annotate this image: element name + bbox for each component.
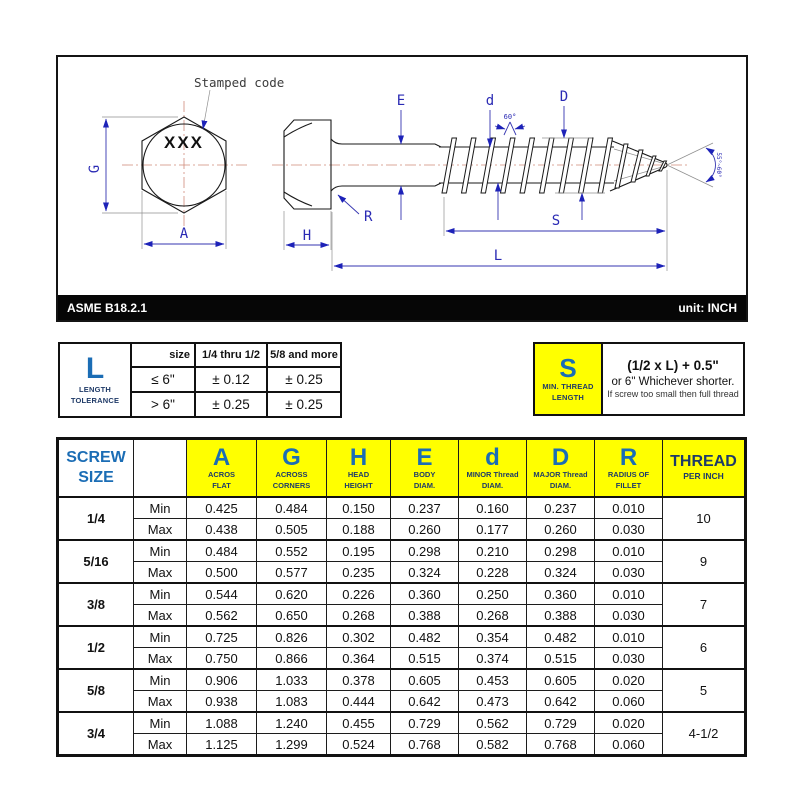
symbol-L-label-2: TOLERANCE [70, 396, 120, 405]
thread-header-line-2: PER INCH [683, 471, 724, 482]
spec-value-min: 0.482 [391, 626, 459, 648]
min-thread-length-box [533, 342, 745, 416]
threads-per-inch-value: 5 [663, 669, 746, 712]
symbol-L: L [85, 351, 105, 385]
spec-value-max: 0.177 [459, 519, 527, 541]
spec-value-max: 0.324 [391, 562, 459, 584]
header-letter: d [485, 444, 500, 472]
threads-per-inch-value: 9 [663, 540, 746, 583]
spec-value-min: 0.020 [595, 712, 663, 734]
dimension-E [397, 93, 405, 220]
tolerance-header-small-range: 1/4 thru 1/2 [195, 343, 267, 367]
tolerance-value: ± 0.25 [267, 392, 341, 417]
header-desc: CORNERS [272, 480, 311, 490]
tolerance-row-size: > 6" [131, 392, 195, 417]
spec-value-min: 0.302 [327, 626, 391, 648]
header-letter: G [282, 444, 301, 472]
symbol-S: S [559, 352, 577, 383]
screw-size-label: 3/8 [58, 583, 134, 626]
min-label: Min [134, 626, 187, 648]
spec-value-max: 0.768 [391, 734, 459, 756]
spec-value-min: 0.826 [257, 626, 327, 648]
spec-value-min: 0.020 [595, 669, 663, 691]
dim-label-H: H [302, 228, 312, 244]
spec-value-min: 0.160 [459, 497, 527, 519]
corner-line-2: SIZE [78, 469, 114, 486]
spec-value-min: 0.562 [459, 712, 527, 734]
spec-value-max: 0.515 [391, 648, 459, 670]
header-desc: ACROSS [275, 470, 308, 480]
min-thread-length-symbol-cell [535, 344, 603, 414]
tolerance-value: ± 0.12 [195, 367, 267, 392]
min-thread-length-info [603, 344, 743, 414]
callout-R [338, 195, 373, 225]
symbol-S-label-2: LENGTH [551, 393, 585, 402]
column-header-d-minor [459, 439, 527, 498]
spec-value-min: 0.010 [595, 626, 663, 648]
max-label: Max [134, 519, 187, 541]
spec-value-max: 1.125 [187, 734, 257, 756]
threads-per-inch-value: 4-1/2 [663, 712, 746, 756]
dim-label-S: S [551, 213, 561, 229]
spec-value-max: 0.438 [187, 519, 257, 541]
spec-value-max: 0.768 [527, 734, 595, 756]
screw-spec-table [56, 437, 747, 757]
column-header-E [391, 439, 459, 498]
column-header-thread-per-inch [663, 439, 746, 498]
symbol-S-label-1: MIN. THREAD [542, 381, 594, 391]
spec-value-min: 0.453 [459, 669, 527, 691]
spec-value-min: 0.906 [187, 669, 257, 691]
spec-value-min: 0.010 [595, 583, 663, 605]
tolerance-row-size: ≤ 6" [131, 367, 195, 392]
spec-value-max: 0.562 [187, 605, 257, 627]
column-header-D-major [527, 439, 595, 498]
spec-value-min: 0.010 [595, 497, 663, 519]
min-label: Min [134, 669, 187, 691]
header-desc: HEAD [347, 470, 370, 480]
min-label: Min [134, 497, 187, 519]
stamped-code-leader-line [203, 90, 210, 129]
column-header-R [595, 439, 663, 498]
header-desc: RADIUS OF [607, 470, 650, 480]
spec-value-max: 0.524 [327, 734, 391, 756]
dim-label-L: L [493, 248, 503, 264]
dim-label-d-minor: d [485, 93, 495, 109]
stamped-code-text: XXX [163, 133, 205, 152]
spec-value-max: 0.642 [391, 691, 459, 713]
spec-value-min: 0.484 [257, 497, 327, 519]
column-header-H [327, 439, 391, 498]
spec-value-min: 0.360 [391, 583, 459, 605]
spec-value-min: 0.725 [187, 626, 257, 648]
spec-value-max: 0.030 [595, 605, 663, 627]
dimension-H [284, 211, 331, 250]
spec-row-5/8-max [58, 691, 746, 713]
dim-label-A: A [179, 226, 189, 242]
spec-value-max: 0.582 [459, 734, 527, 756]
technical-drawing-panel [56, 55, 748, 322]
screw-size-label: 5/16 [58, 540, 134, 583]
screw-size-label: 1/4 [58, 497, 134, 540]
spec-value-min: 0.354 [459, 626, 527, 648]
spec-value-min: 0.482 [527, 626, 595, 648]
spec-value-max: 0.268 [459, 605, 527, 627]
header-desc: FLAT [212, 480, 231, 490]
spec-value-min: 0.010 [595, 540, 663, 562]
spec-value-min: 0.729 [527, 712, 595, 734]
max-label: Max [134, 691, 187, 713]
spec-row-3/8-min [58, 583, 746, 605]
header-desc: BODY [413, 470, 436, 480]
symbol-L-label-1: LENGTH [78, 384, 112, 394]
spec-value-max: 0.750 [187, 648, 257, 670]
spec-value-min: 0.150 [327, 497, 391, 519]
threads-per-inch-value: 7 [663, 583, 746, 626]
header-desc: DIAM. [481, 480, 504, 490]
spec-value-max: 0.444 [327, 691, 391, 713]
spec-value-min: 0.605 [527, 669, 595, 691]
spec-value-min: 0.378 [327, 669, 391, 691]
thread-angle-label: 60° [503, 113, 517, 121]
thread-length-note-1: or 6" Whichever shorter. [611, 375, 735, 388]
spec-value-max: 0.938 [187, 691, 257, 713]
spec-value-min: 0.237 [391, 497, 459, 519]
header-letter: R [619, 444, 638, 472]
spec-value-max: 0.260 [527, 519, 595, 541]
corner-line-1: SCREW [66, 449, 126, 466]
spec-value-max: 0.473 [459, 691, 527, 713]
spec-value-min: 0.729 [391, 712, 459, 734]
lag-screw-technical-drawing [58, 57, 746, 295]
spec-value-max: 0.268 [327, 605, 391, 627]
spec-value-max: 0.030 [595, 648, 663, 670]
spec-row-3/4-max [58, 734, 746, 756]
spec-value-min: 0.210 [459, 540, 527, 562]
max-label: Max [134, 605, 187, 627]
header-letter: A [212, 444, 231, 472]
min-label: Min [134, 712, 187, 734]
standard-name: ASME B18.2.1 [67, 300, 148, 315]
header-desc: DIAM. [549, 480, 572, 490]
spec-value-min: 0.195 [327, 540, 391, 562]
length-tolerance-symbol-cell [59, 343, 131, 417]
lag-screw-side-view [331, 138, 668, 193]
spec-row-1/2-max [58, 648, 746, 670]
header-desc: MINOR Thread [466, 470, 519, 480]
header-letter: D [551, 444, 570, 472]
header-desc: ACROS [207, 470, 236, 480]
spec-value-max: 0.388 [391, 605, 459, 627]
max-label: Max [134, 562, 187, 584]
spec-value-min: 0.455 [327, 712, 391, 734]
spec-value-min: 0.250 [459, 583, 527, 605]
screw-size-label: 1/2 [58, 626, 134, 669]
max-label: Max [134, 734, 187, 756]
spec-value-min: 0.425 [187, 497, 257, 519]
header-desc: FILLET [615, 480, 642, 490]
spec-value-max: 0.228 [459, 562, 527, 584]
header-desc: DIAM. [413, 480, 436, 490]
spec-table-body [58, 497, 746, 756]
spec-value-max: 0.500 [187, 562, 257, 584]
spec-value-min: 1.088 [187, 712, 257, 734]
spec-value-max: 0.388 [527, 605, 595, 627]
spec-value-max: 0.515 [527, 648, 595, 670]
spec-row-1/4-min [58, 497, 746, 519]
spec-value-max: 0.650 [257, 605, 327, 627]
spec-value-min: 0.544 [187, 583, 257, 605]
thread-header-line-1: THREAD [670, 452, 737, 470]
spec-value-min: 0.620 [257, 583, 327, 605]
unit-label: unit: INCH [678, 300, 737, 315]
max-label: Max [134, 648, 187, 670]
threads-per-inch-value: 6 [663, 626, 746, 669]
spec-value-min: 0.552 [257, 540, 327, 562]
min-label: Min [134, 540, 187, 562]
spec-value-max: 0.188 [327, 519, 391, 541]
dimension-L [332, 212, 667, 271]
spec-value-min: 0.237 [527, 497, 595, 519]
corner-screw-size-header [58, 439, 134, 498]
spec-value-max: 0.577 [257, 562, 327, 584]
spec-value-max: 0.324 [527, 562, 595, 584]
spec-value-max: 0.505 [257, 519, 327, 541]
spec-value-max: 0.030 [595, 562, 663, 584]
dim-label-R: R [364, 209, 373, 225]
tolerance-value: ± 0.25 [195, 392, 267, 417]
tolerance-header-size: size [131, 343, 195, 367]
spec-value-max: 0.374 [459, 648, 527, 670]
column-header-A [187, 439, 257, 498]
spec-row-3/8-max [58, 605, 746, 627]
screw-size-label: 3/4 [58, 712, 134, 756]
min-label: Min [134, 583, 187, 605]
spec-value-max: 0.235 [327, 562, 391, 584]
spec-value-max: 1.299 [257, 734, 327, 756]
spec-row-3/4-min [58, 712, 746, 734]
spec-value-max: 0.060 [595, 734, 663, 756]
spec-value-min: 0.298 [391, 540, 459, 562]
dim-label-G: G [87, 164, 103, 174]
thread-angle-annotation [495, 113, 525, 135]
spec-row-1/4-max [58, 519, 746, 541]
point-angle-label: 55°~60° [715, 152, 722, 178]
header-letter: E [416, 444, 433, 472]
standard-footer-bar [58, 295, 746, 320]
dim-label-E: E [396, 93, 406, 109]
stamped-code-callout-label: Stamped code [194, 75, 285, 90]
spec-value-max: 1.083 [257, 691, 327, 713]
spec-row-5/8-min [58, 669, 746, 691]
tolerance-value: ± 0.25 [267, 367, 341, 392]
header-letter: H [349, 444, 368, 472]
spec-value-max: 0.866 [257, 648, 327, 670]
tolerance-header-large-range: 5/8 and more [267, 343, 341, 367]
spec-value-max: 0.030 [595, 519, 663, 541]
spec-row-5/16-min [58, 540, 746, 562]
spec-value-min: 0.484 [187, 540, 257, 562]
column-header-G [257, 439, 327, 498]
spec-value-max: 0.060 [595, 691, 663, 713]
spec-value-min: 0.298 [527, 540, 595, 562]
spec-value-min: 0.226 [327, 583, 391, 605]
spec-value-min: 0.360 [527, 583, 595, 605]
header-desc: MAJOR Thread [533, 470, 588, 480]
hex-head-side-view [284, 120, 331, 209]
spec-value-max: 0.260 [391, 519, 459, 541]
spec-value-min: 1.033 [257, 669, 327, 691]
spec-row-5/16-max [58, 562, 746, 584]
screw-size-label: 5/8 [58, 669, 134, 712]
minmax-column-header-empty [134, 439, 187, 498]
spec-value-max: 0.364 [327, 648, 391, 670]
header-desc: HEIGHT [344, 480, 373, 490]
spec-value-min: 1.240 [257, 712, 327, 734]
spec-value-min: 0.605 [391, 669, 459, 691]
thread-length-formula: (1/2 x L) + 0.5" [627, 357, 719, 373]
length-tolerance-table [58, 342, 342, 418]
dim-label-D-major: D [559, 89, 569, 105]
spec-row-1/2-min [58, 626, 746, 648]
spec-value-max: 0.642 [527, 691, 595, 713]
thread-length-note-2: If screw too small then full thread [607, 389, 739, 399]
threads-per-inch-value: 10 [663, 497, 746, 540]
